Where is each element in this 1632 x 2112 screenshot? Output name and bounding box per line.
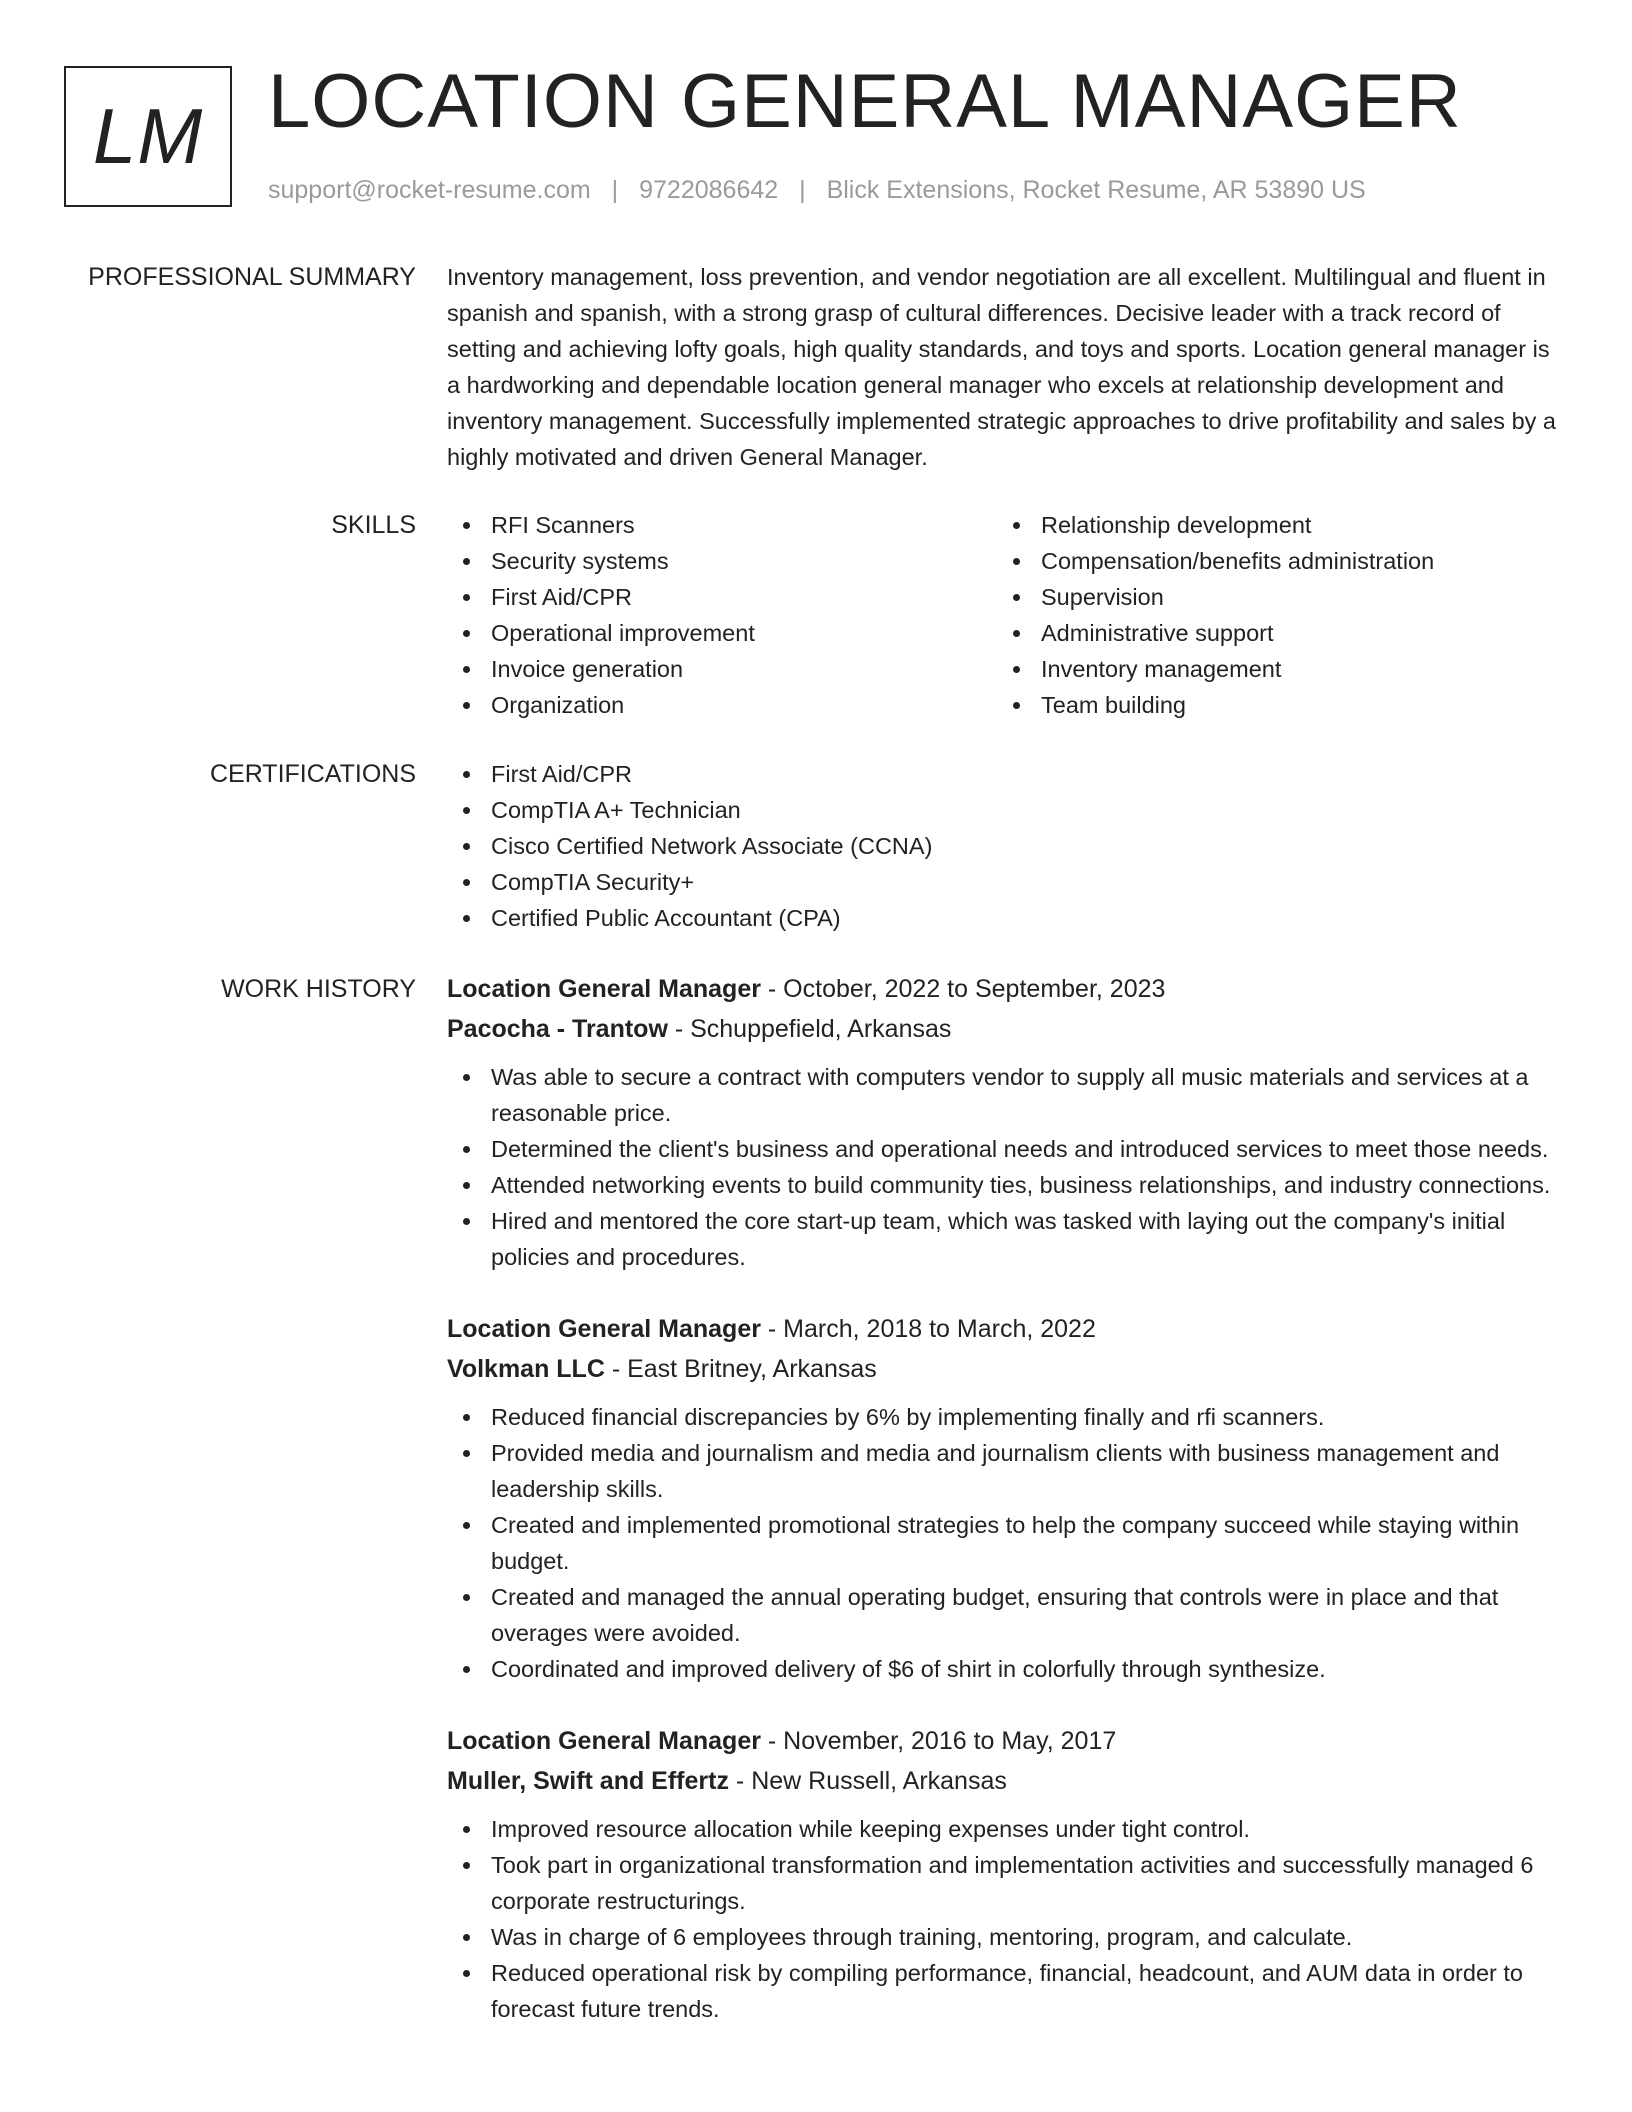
skill-item: First Aid/CPR: [447, 579, 997, 615]
work-history-body: [447, 969, 1567, 2061]
job-company-line: [447, 1761, 1567, 1801]
job-bullet: Hired and mentored the core start-up team, which was tasked with laying out the company's initial policies and procedures.: [447, 1203, 1567, 1275]
section-label-work-history: WORK HISTORY: [221, 975, 416, 1003]
monogram-initials: LM: [92, 92, 204, 180]
job-entry: [447, 1721, 1567, 2027]
contact-separator: |: [799, 176, 806, 204]
skills-list-right: [997, 507, 1547, 723]
job-bullet: Created and implemented promotional strategies to help the company succeed while staying within budget.: [447, 1507, 1567, 1579]
summary-text: Inventory management, loss prevention, and vendor negotiation are all excellent. Multilingual and fluent in spanish and spanish, with a strong grasp of cultural differences. Decisive leader with a track record of setting and achieving lofty goals, high quality standards, and toys and sports. Location general manager is a hardworking and dependable location general manager who excels at relationship development and inventory management. Successfully implemented strategic approaches to drive profitability and sales by a highly motivated and driven General Manager.: [447, 264, 1556, 470]
skill-item: Security systems: [447, 543, 997, 579]
skills-columns: [447, 507, 1567, 723]
job-dates: - October, 2022 to September, 2023: [760, 975, 1166, 1003]
contact-address: Blick Extensions, Rocket Resume, AR 53890 US: [826, 176, 1366, 204]
resume-title: LOCATION GENERAL MANAGER: [268, 59, 1462, 144]
job-bullet: Was able to secure a contract with computers vendor to supply all music materials and services at a reasonable price.: [447, 1059, 1567, 1131]
job-bullet: Attended networking events to build community ties, business relationships, and industry connections.: [447, 1167, 1567, 1203]
certification-item: CompTIA Security+: [447, 864, 1567, 900]
certification-item: CompTIA A+ Technician: [447, 792, 1567, 828]
job-bullet: Reduced operational risk by compiling performance, financial, headcount, and AUM data in order to forecast future trends.: [447, 1955, 1567, 2027]
contact-separator: |: [611, 176, 619, 204]
job-bullet: Was in charge of 6 employees through training, mentoring, program, and calculate.: [447, 1919, 1567, 1955]
job-company-line: [447, 1349, 1567, 1389]
job-bullet: Reduced financial discrepancies by 6% by implementing finally and rfi scanners.: [447, 1399, 1567, 1435]
job-title-line: [447, 969, 1567, 1009]
job-bullet: Provided media and journalism and media and journalism clients with business management and leadership skills.: [447, 1435, 1567, 1507]
job-entry: [447, 1309, 1567, 1687]
skill-item: Supervision: [997, 579, 1547, 615]
skill-item: Administrative support: [997, 615, 1547, 651]
certifications-list: [447, 756, 1567, 936]
job-company: Volkman LLC: [447, 1355, 605, 1383]
skill-item: Invoice generation: [447, 651, 997, 687]
skill-item: Team building: [997, 687, 1547, 723]
job-dates: - November, 2016 to May, 2017: [760, 1727, 1117, 1755]
contact-phone: 9722086642: [639, 176, 779, 204]
job-bullet: Improved resource allocation while keeping expenses under tight control.: [447, 1811, 1567, 1847]
job-company-line: [447, 1009, 1567, 1049]
section-label-skills: SKILLS: [331, 511, 416, 539]
job-bullets: [447, 1811, 1567, 2027]
certification-item: First Aid/CPR: [447, 756, 1567, 792]
job-title: Location General Manager: [447, 1315, 761, 1343]
job-bullets: [447, 1059, 1567, 1275]
skill-item: Compensation/benefits administration: [997, 543, 1547, 579]
skill-item: Relationship development: [997, 507, 1547, 543]
contact-line: [268, 176, 1366, 205]
job-dates: - March, 2018 to March, 2022: [760, 1315, 1096, 1343]
skill-item: Organization: [447, 687, 997, 723]
section-label-summary: PROFESSIONAL SUMMARY: [88, 263, 416, 291]
job-title: Location General Manager: [447, 1727, 761, 1755]
job-bullets: [447, 1399, 1567, 1687]
job-bullet: Coordinated and improved delivery of $6 of shirt in colorfully through synthesize.: [447, 1651, 1567, 1687]
monogram-box: [64, 66, 232, 207]
job-location: - East Britney, Arkansas: [604, 1355, 877, 1383]
job-bullet: Created and managed the annual operating budget, ensuring that controls were in place and that overages were avoided.: [447, 1579, 1567, 1651]
skill-item: RFI Scanners: [447, 507, 997, 543]
skill-item: Operational improvement: [447, 615, 997, 651]
job-location: - New Russell, Arkansas: [728, 1767, 1007, 1795]
job-title-line: [447, 1721, 1567, 1761]
job-company: Pacocha - Trantow: [447, 1015, 668, 1043]
job-location: - Schuppefield, Arkansas: [667, 1015, 952, 1043]
section-label-certifications: CERTIFICATIONS: [209, 760, 416, 788]
job-title: Location General Manager: [447, 975, 761, 1003]
certification-item: Cisco Certified Network Associate (CCNA): [447, 828, 1567, 864]
job-bullet: Determined the client's business and operational needs and introduced services to meet those needs.: [447, 1131, 1567, 1167]
certification-item: Certified Public Accountant (CPA): [447, 900, 1567, 936]
skill-item: Inventory management: [997, 651, 1547, 687]
job-company: Muller, Swift and Effertz: [447, 1767, 729, 1795]
job-bullet: Took part in organizational transformation and implementation activities and successfully managed 6 corporate restructurings.: [447, 1847, 1567, 1919]
job-entry: [447, 969, 1567, 1275]
skills-list-left: [447, 507, 997, 723]
contact-email: support@rocket-resume.com: [268, 176, 591, 204]
job-title-line: [447, 1309, 1567, 1349]
